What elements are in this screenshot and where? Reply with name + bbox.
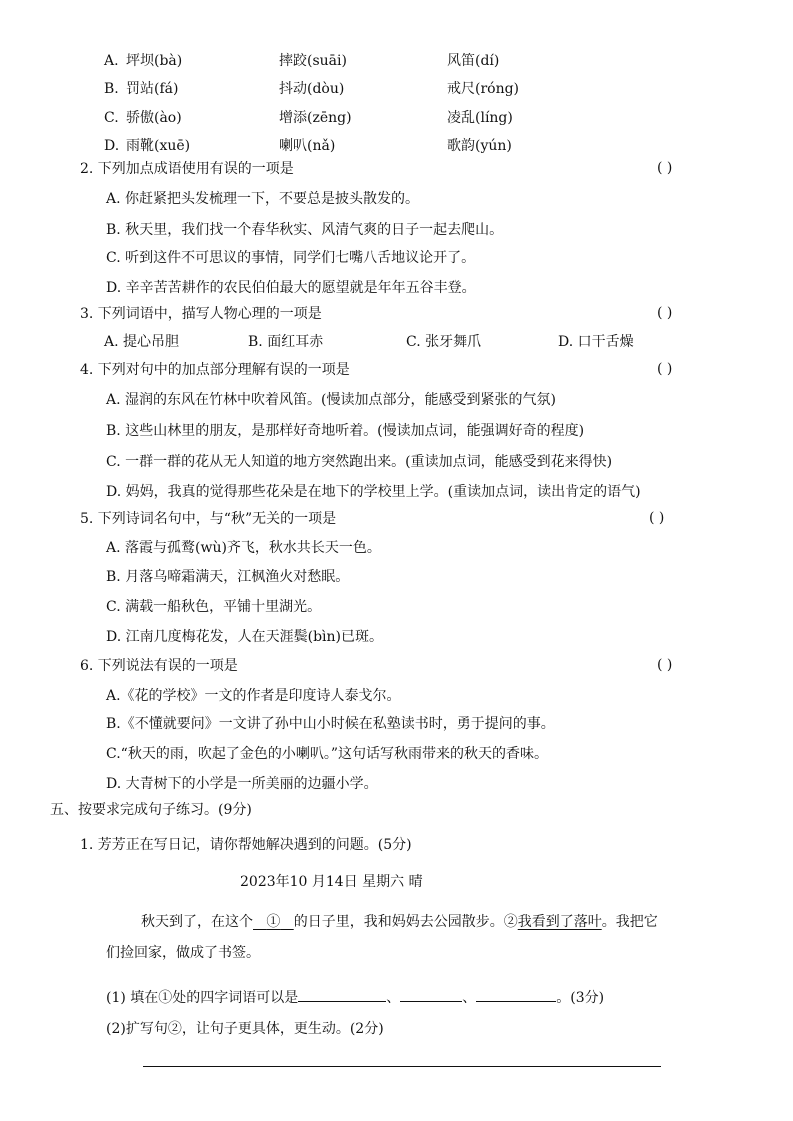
section-heading: 五、按要求完成句子练习。(9分) [50,802,252,818]
para-text: 秋天到了，在这个 [141,914,253,930]
blank-1[interactable] [253,914,294,930]
q4-option-b: B. 这些山林里的朋友，是那样好奇地听着。(慢读加点词，能强调好奇的程度) [106,423,585,439]
option-word: 摔跤(suāi) [279,53,347,69]
option-word: 凌乱(líng) [447,110,513,126]
diary-paragraph-line1 [141,913,658,931]
q2-option-c: C. 听到这件不可思议的事情，同学们七嘴八舌地议论开了。 [106,250,476,266]
q4-option-d: D. 妈妈，我真的觉得那些花朵是在地下的学校里上学。(重读加点词，读出肯定的语气) [106,484,641,500]
q6-option-d: D. 大青树下的小学是一所美丽的边疆小学。 [106,776,378,792]
q6-answer-paren: ( ) [657,657,673,673]
option-word: 歌韵(yún) [447,138,512,154]
sub-question-1: 1. 芳芳正在写日记，请你帮她解决遇到的问题。(5分) [80,837,412,853]
q4-option-c: C. 一群一群的花从无人知道的地方突然跑出来。(重读加点词，能感受到花来得快) [106,454,613,470]
q5-option-b: B. 月落乌啼霜满天，江枫渔火对愁眠。 [106,569,350,585]
q5-answer-paren: ( ) [649,510,665,526]
task-2: (2)扩写句②，让句子更具体，更生动。(2分) [106,1021,384,1037]
option-word: 雨靴(xuē) [126,138,191,154]
q4-stem: 4. 下列对句中的加点部分理解有误的一项是 [80,362,350,378]
option-word: 抖动(dòu) [279,81,345,97]
option-word: 风笛(dí) [447,53,500,69]
option-word: 骄傲(ào) [126,110,182,126]
diary-date-line: 2023年10 月14日 星期六 晴 [240,874,423,890]
para-text: 。我把它 [601,914,658,930]
q3-option-a: A. 提心吊胆 [104,334,180,350]
task-1 [106,986,604,1007]
underlined-sentence: 我看到了落叶 [517,914,602,930]
separator: 、 [386,990,401,1006]
task-text: (1) 填在①处的四字词语可以是 [106,990,299,1006]
option-word: 喇叭(nǎ) [279,138,336,154]
q2-answer-paren: ( ) [657,160,673,176]
q5-stem: 5. 下列诗词名句中，与“秋”无关的一项是 [80,511,337,527]
q3-option-d: D. 口干舌燥 [558,334,634,350]
q6-option-c: C.“秋天的雨，吹起了金色的小喇叭。”这句话写秋雨带来的秋天的香味。 [106,746,548,762]
q2-option-b: B. 秋天里，我们找一个春华秋实、风清气爽的日子一起去爬山。 [106,222,504,238]
q4-option-a: A. 湿润的东风在竹林中吹着风笛。(慢读加点部分，能感受到紧张的气氛) [106,392,556,408]
blank-marker: ① [266,914,281,930]
option-word: 戒尺(róng) [447,81,520,97]
q2-stem: 2. 下列加点成语使用有误的一项是 [80,161,294,177]
option-letter: D. [104,138,120,154]
q6-option-a: A.《花的学校》一文的作者是印度诗人泰戈尔。 [106,688,401,704]
q3-answer-paren: ( ) [657,305,673,321]
separator: 、 [462,990,477,1006]
option-letter: B. [104,81,119,97]
option-word: 坪坝(bà) [126,53,183,69]
q4-answer-paren: ( ) [657,361,673,377]
q3-stem: 3. 下列词语中，描写人物心理的一项是 [80,306,322,322]
q6-stem: 6. 下列说法有误的一项是 [80,658,238,674]
option-letter: A. [104,53,119,69]
diary-paragraph-line2: 们捡回家，做成了书签。 [106,945,260,961]
option-word: 罚站(fá) [126,81,179,97]
q3-option-c: C. 张牙舞爪 [406,334,482,350]
q5-option-c: C. 满载一船秋色，平铺十里湖光。 [106,599,322,615]
answer-blank-2[interactable] [400,986,462,1002]
q3-option-b: B. 面红耳赤 [248,334,324,350]
q2-option-d: D. 辛辛苦苦耕作的农民伯伯最大的愿望就是年年五谷丰登。 [106,280,476,296]
answer-blank-1[interactable] [298,986,386,1002]
q5-option-a: A. 落霞与孤鹜(wù)齐飞，秋水共长天一色。 [106,540,381,556]
answer-line[interactable] [143,1066,661,1067]
q2-option-a: A. 你赶紧把头发梳理一下，不要总是披头散发的。 [106,191,420,207]
option-letter: C. [104,110,119,126]
option-word: 增添(zēng) [279,110,352,126]
q5-option-d: D. 江南几度梅花发，人在天涯鬓(bìn)已斑。 [106,629,384,645]
task-text: 。(3分) [556,990,605,1006]
answer-blank-3[interactable] [476,986,556,1002]
q6-option-b: B.《不懂就要问》一文讲了孙中山小时候在私塾读书时，勇于提问的事。 [106,716,555,732]
para-text: 的日子里，我和妈妈去公园散步。② [293,914,518,930]
